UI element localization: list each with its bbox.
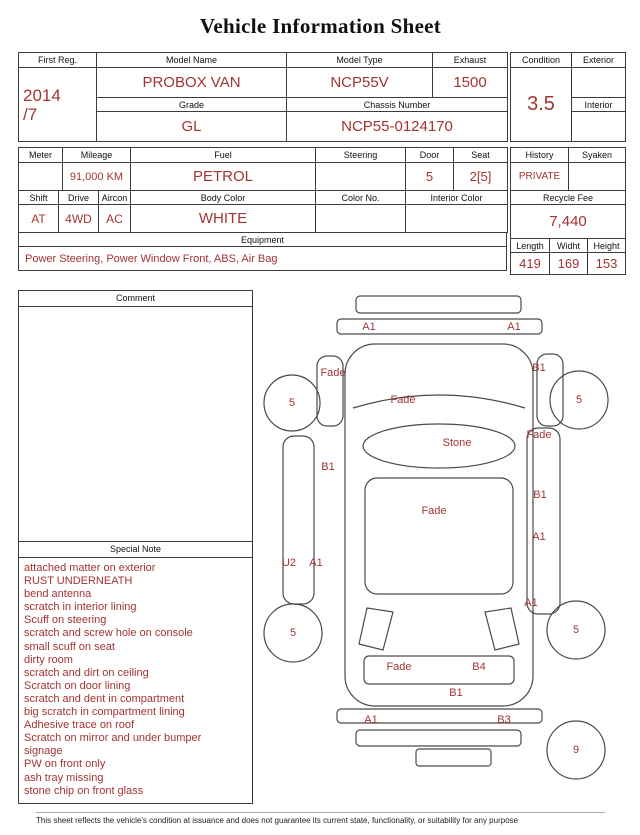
- meter-label: Meter: [19, 148, 63, 163]
- syaken-label: Syaken: [569, 148, 626, 163]
- door-value: 5: [406, 163, 454, 191]
- interior-color-label: Interior Color: [406, 191, 508, 205]
- shift-value: AT: [19, 205, 59, 233]
- body-color-value: WHITE: [131, 205, 316, 233]
- model-type-label: Model Type: [287, 53, 433, 68]
- damage-diagram: [261, 290, 623, 795]
- interior-color-value: [406, 205, 508, 233]
- chassis-value: NCP55-0124170: [287, 112, 508, 142]
- roof-panel: [365, 478, 513, 594]
- model-type-value: NCP55V: [287, 68, 433, 98]
- damage-label: Stone: [442, 437, 472, 449]
- license-plate: [416, 749, 491, 766]
- exterior-label: Exterior: [572, 53, 626, 68]
- damage-label: A1: [362, 321, 376, 333]
- color-no-label: Color No.: [316, 191, 406, 205]
- length-value: 419: [511, 253, 550, 275]
- exterior-grade: [572, 68, 626, 98]
- grade-label: Grade: [97, 98, 287, 112]
- seat-value: 2[5]: [454, 163, 508, 191]
- car-body-outline: [345, 344, 533, 706]
- footer-disclaimer: This sheet reflects the vehicle's condition at issuance and does not guarantee its current state, functionality, or suitability for any purpose: [36, 812, 605, 825]
- right-column: [510, 52, 625, 275]
- special-note-line: scratch in interior lining: [24, 601, 137, 614]
- damage-label: B1: [532, 362, 546, 374]
- special-note-line: scratch and dent in compartment: [24, 692, 185, 705]
- width-label: Widht: [550, 239, 588, 253]
- model-name-label: Model Name: [97, 53, 287, 68]
- length-label: Length: [511, 239, 550, 253]
- history-value: PRIVATE: [511, 163, 569, 191]
- aircon-label: Aircon: [99, 191, 131, 205]
- tire-grade-label: 5: [288, 397, 296, 409]
- side-panel-left: [283, 436, 314, 604]
- drive-value: 4WD: [59, 205, 99, 233]
- special-note-line: dirty room: [24, 653, 73, 666]
- interior-label: Interior: [572, 98, 626, 112]
- damage-label: B1: [321, 461, 335, 473]
- tire-grade-label: 5: [575, 394, 583, 406]
- exhaust-value: 1500: [433, 68, 508, 98]
- damage-label: U2: [281, 557, 297, 569]
- damage-label: Fade: [526, 429, 552, 441]
- model-name-value: PROBOX VAN: [97, 68, 287, 98]
- recycle-fee-value: 7,440: [511, 205, 626, 239]
- damage-label: B1: [533, 489, 547, 501]
- special-note-line: scratch and screw hole on console: [24, 627, 193, 640]
- hood-line: [353, 395, 525, 408]
- special-note-line: small scuff on seat: [24, 640, 115, 653]
- seat-label: Seat: [454, 148, 508, 163]
- windshield: [363, 424, 515, 468]
- damage-label: B3: [497, 714, 511, 726]
- damage-label: A1: [532, 531, 546, 543]
- damage-label: A1: [507, 321, 521, 333]
- chassis-label: Chassis Number: [287, 98, 508, 112]
- special-note-line: ash tray missing: [24, 771, 104, 784]
- special-note-line: bend antenna: [24, 588, 92, 601]
- comment-body: [19, 307, 252, 541]
- mileage-label: Mileage: [63, 148, 131, 163]
- special-note-line: Adhesive trace on roof: [24, 719, 135, 732]
- door-label: Door: [406, 148, 454, 163]
- equipment-value: Power Steering, Power Window Front, ABS, Air Bag: [19, 247, 507, 271]
- first-reg-year: 2014: [23, 85, 61, 105]
- body-color-label: Body Color: [131, 191, 316, 205]
- spare-grade-label: 9: [572, 744, 580, 756]
- damage-label: Fade: [320, 367, 346, 379]
- tire-grade-label: 5: [289, 627, 297, 639]
- special-note-line: Scratch on door lining: [24, 679, 131, 692]
- condition-table: [510, 52, 626, 142]
- top-tables: [18, 52, 623, 275]
- special-note-line: Scratch on mirror and under bumper: [24, 732, 202, 745]
- damage-label: B1: [449, 687, 463, 699]
- damage-label: Fade: [386, 661, 412, 673]
- special-note-line: attached matter on exterior: [24, 562, 156, 574]
- special-note-line: signage: [24, 745, 63, 758]
- special-note-header: Special Note: [19, 542, 252, 558]
- comment-header: Comment: [19, 291, 252, 307]
- first-reg-value: [19, 68, 97, 142]
- first-reg-month: /7: [23, 104, 38, 124]
- first-reg-label: First Reg.: [19, 53, 97, 68]
- comment-box: [18, 290, 253, 542]
- equipment-table: [18, 232, 507, 271]
- drivetrain-table: [18, 190, 508, 233]
- aircon-value: AC: [99, 205, 131, 233]
- fuel-value: PETROL: [131, 163, 316, 191]
- shift-label: Shift: [19, 191, 59, 205]
- syaken-value: [569, 163, 626, 191]
- page-title: Vehicle Information Sheet: [199, 14, 442, 38]
- notes-panel: [18, 290, 253, 804]
- equipment-label: Equipment: [19, 233, 507, 247]
- damage-label: A1: [524, 597, 538, 609]
- steering-label: Steering: [316, 148, 406, 163]
- grade-value: GL: [97, 112, 287, 142]
- bottom-section: [18, 290, 623, 804]
- damage-label: Fade: [390, 394, 416, 406]
- history-dims-tables: [510, 147, 625, 275]
- side-panel-right: [527, 428, 560, 614]
- rear-pillar-right: [485, 608, 519, 650]
- height-value: 153: [588, 253, 626, 275]
- interior-grade: [572, 112, 626, 142]
- mileage-value: 91,000 KM: [63, 163, 131, 191]
- damage-label: A1: [309, 557, 323, 569]
- special-note-list: [19, 558, 252, 803]
- history-label: History: [511, 148, 569, 163]
- exhaust-label: Exhaust: [433, 53, 508, 68]
- special-note-line: RUST UNDERNEATH: [24, 575, 133, 588]
- special-note-line: Scuff on steering: [24, 614, 107, 627]
- registration-table: [18, 52, 508, 142]
- special-note-box: [18, 541, 253, 804]
- color-no-value: [316, 205, 406, 233]
- meter-table: [18, 147, 508, 191]
- front-bumper-strip: [356, 296, 521, 313]
- condition-value: 3.5: [511, 68, 572, 142]
- width-value: 169: [550, 253, 588, 275]
- left-column: [18, 52, 507, 275]
- damage-label: A1: [364, 714, 378, 726]
- fuel-label: Fuel: [131, 148, 316, 163]
- spec-tables: [18, 147, 507, 271]
- drive-label: Drive: [59, 191, 99, 205]
- dimensions-table: [510, 238, 626, 275]
- height-label: Height: [588, 239, 626, 253]
- steering-value: [316, 163, 406, 191]
- recycle-fee-label: Recycle Fee: [511, 191, 626, 205]
- rear-pillar-left: [359, 608, 393, 650]
- special-note-line: scratch and dirt on ceiling: [24, 666, 149, 679]
- damage-label: B4: [472, 661, 486, 673]
- meter-value: [19, 163, 63, 191]
- history-table: [510, 147, 626, 239]
- special-note-line: stone chip on front glass: [24, 784, 144, 797]
- car-diagram-svg: [261, 290, 623, 795]
- damage-label: Fade: [421, 505, 447, 517]
- special-note-line: big scratch in compartment lining: [24, 706, 185, 719]
- condition-label: Condition: [511, 53, 572, 68]
- tire-grade-label: 5: [572, 624, 580, 636]
- rear-bumper-strip: [356, 730, 521, 746]
- special-note-line: PW on front only: [24, 758, 106, 771]
